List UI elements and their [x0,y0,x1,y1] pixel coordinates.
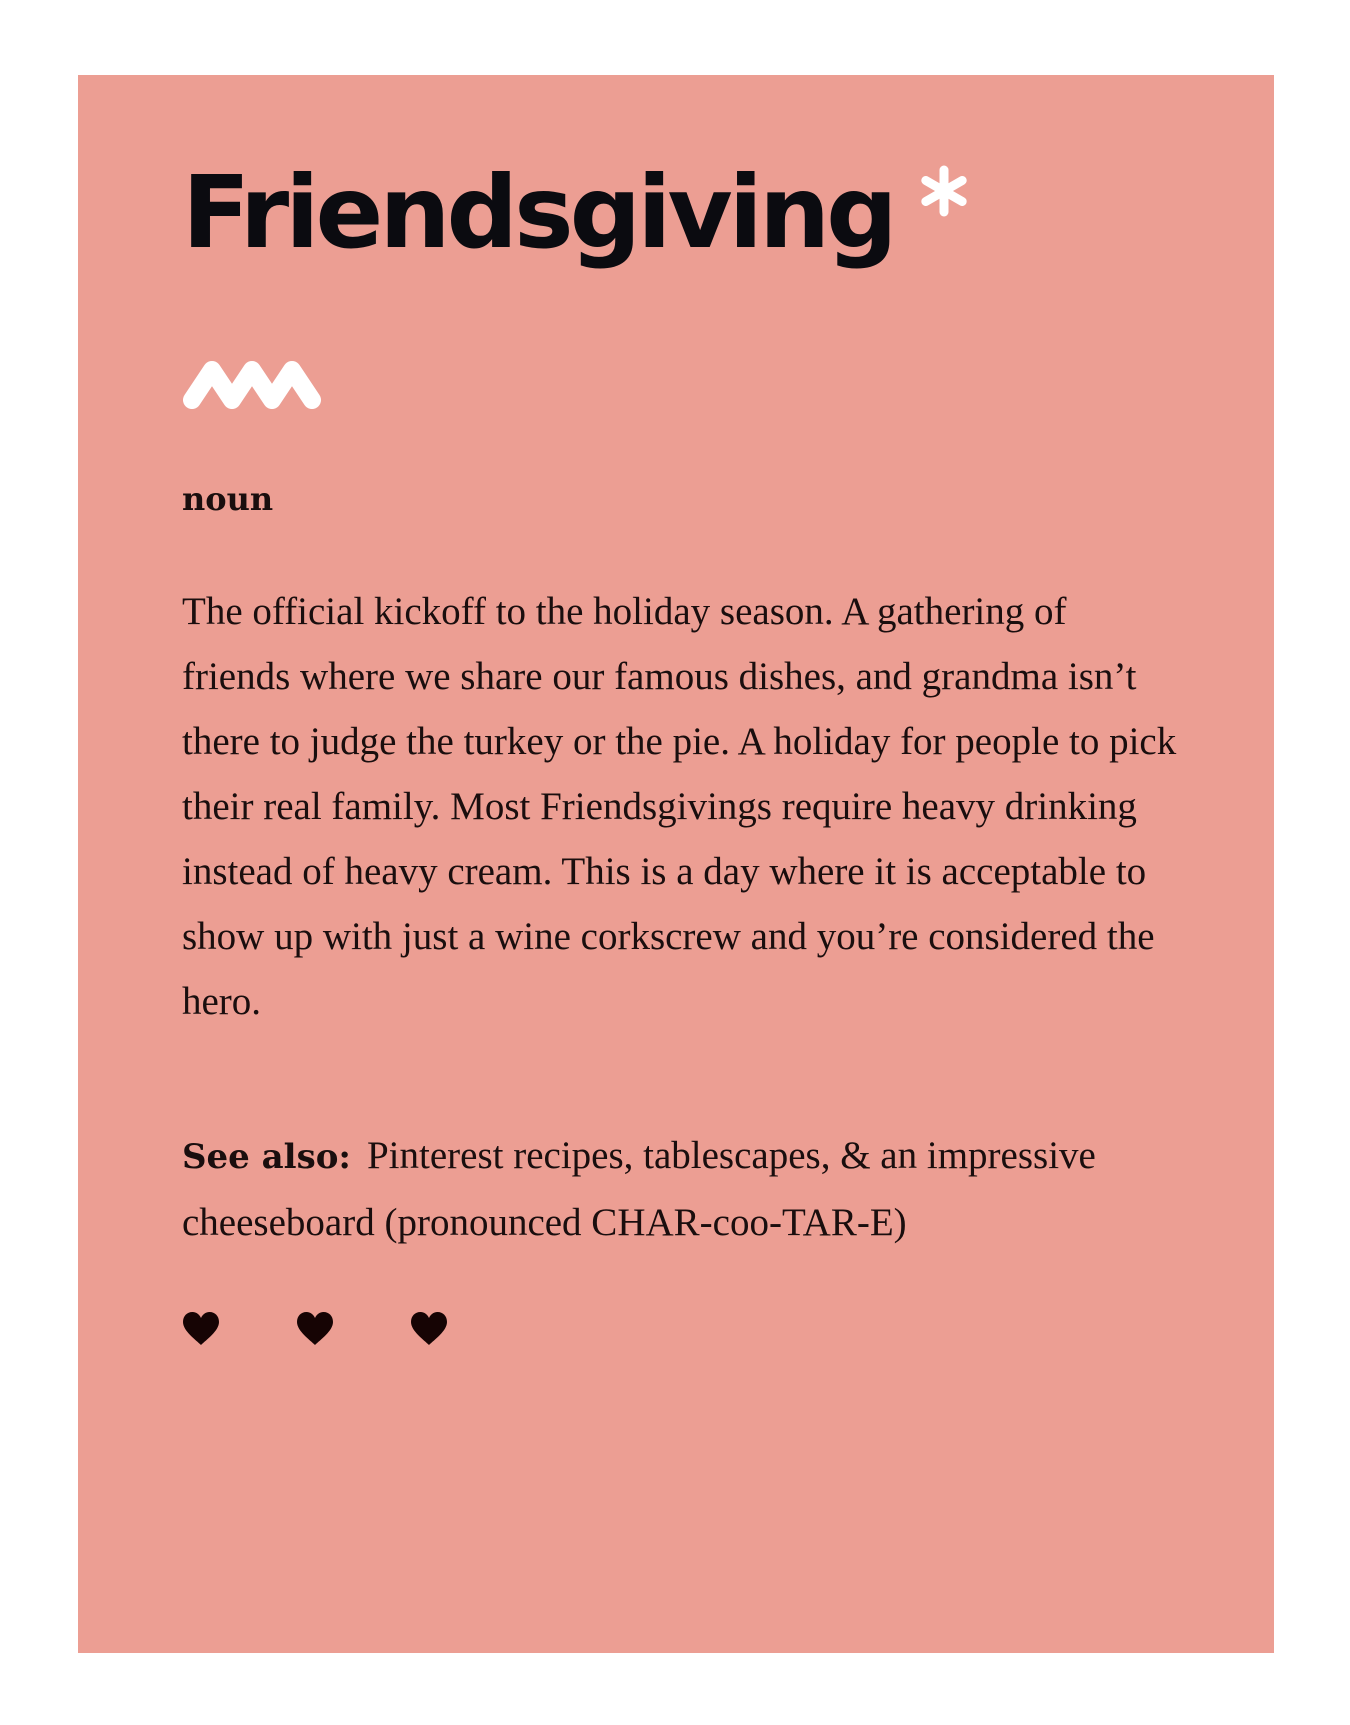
definition-text: The official kickoff to the holiday season. A gathering of friends where we share our famous dishes, and grandma isn’t there to judge the turkey or the pie. A holiday for people to pick their real family. Most Friendsgivings require heavy drinking instead of heavy cream. This is a day where it is acceptable to show up with just a wine corkscrew and you’re considered the hero. [182,590,1177,1023]
see-also-text: Pinterest recipes, tablescapes, & an impressive cheeseboard (pronounced CHAR-coo-TAR-E) [182,1134,1096,1244]
heart-icon [182,1311,220,1347]
asterisk-icon [917,164,971,218]
part-of-speech: noun [182,480,274,518]
hearts-row [182,1311,448,1351]
see-also [182,1123,1202,1255]
heart-icon [296,1311,334,1347]
zigzag-icon [182,355,332,415]
definition-card [78,75,1274,1653]
entry-title: Friendsgiving [182,154,894,271]
heart-icon [410,1311,448,1347]
see-also-label: See also: [182,1137,351,1177]
